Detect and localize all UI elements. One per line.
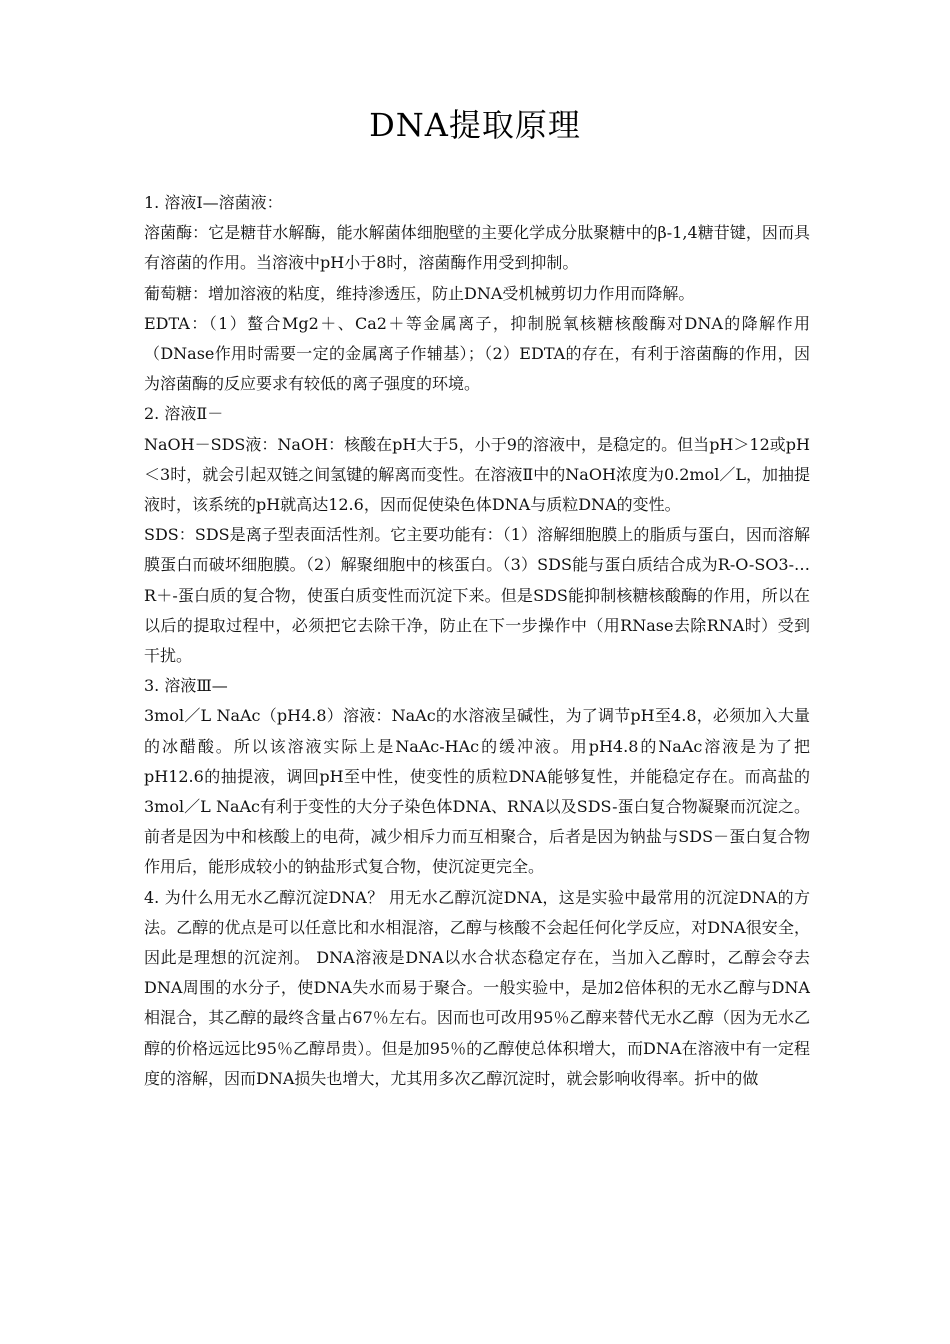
page-title: DNA提取原理 — [369, 106, 581, 144]
paragraph-lysozyme: 溶菌酶：它是糖苷水解酶，能水解菌体细胞壁的主要化学成分肽聚糖中的β-1,4糖苷键，因而具有溶菌的作用。当溶液中pH小于8时，溶菌酶作用受到抑制。 — [144, 223, 810, 273]
paragraph-sds: SDS：SDS是离子型表面活性剂。它主要功能有：（1）溶解细胞膜上的脂质与蛋白，因而溶解膜蛋白而破坏细胞膜。（2）解聚细胞中的核蛋白。（3）SDS能与蛋白质结合成为R-O-SO3-…R＋-蛋白质的复合物，使蛋白质变性而沉淀下来。但是SDS能抑制核糖核酸酶的作用，所以在以后的提取过程中，必须把它去除干净，防止在下一步操作中（用RNase去除RNA时）受到干扰。 — [144, 525, 810, 666]
paragraph-solution-3-heading: 3. 溶液Ⅲ— — [144, 676, 228, 696]
document-body — [144, 188, 810, 1094]
paragraph-solution-2-heading: 2. 溶液Ⅱ－ — [144, 404, 224, 424]
paragraph-solution-1-heading: 1. 溶液Ⅰ—溶菌液： — [144, 193, 283, 212]
paragraph-naoh-sds: NaOH－SDS液：NaOH：核酸在pH大于5，小于9的溶液中，是稳定的。但当pH＞12或pH＜3时，就会引起双链之间氢键的解离而变性。在溶液Ⅱ中的NaOH浓度为0.2mol／L，加抽提液时，该系统的pH就高达12.6，因而促使染色体DNA与质粒DNA的变性。 — [144, 434, 810, 515]
paragraph-ethanol: 4. 为什么用无水乙醇沉淀DNA？ 用无水乙醇沉淀DNA，这是实验中最常用的沉淀DNA的方法。乙醇的优点是可以任意比和水相混溶，乙醇与核酸不会起任何化学反应，对DNA很安全，因此是理想的沉淀剂。 DNA溶液是DNA以水合状态稳定存在，当加入乙醇时，乙醇会夺去DNA周围的水分子，使DNA失水而易于聚合。一般实验中，是加2倍体积的无水乙醇与DNA相混合，其乙醇的最终含量占67％左右。因而也可改用95％乙醇来替代无水乙醇（因为无水乙醇的价格远远比95％乙醇昂贵）。但是加95％的乙醇使总体积增大，而DNA在溶液中有一定程度的溶解，因而DNA损失也增大，尤其用多次乙醇沉淀时，就会影响收得率。折中的做 — [144, 887, 810, 1088]
paragraph-glucose: 葡萄糖：增加溶液的粘度，维持渗透压，防止DNA受机械剪切力作用而降解。 — [144, 283, 695, 303]
paragraph-naac: 3mol／L NaAc（pH4.8）溶液：NaAc的水溶液呈碱性，为了调节pH至4.8，必须加入大量的冰醋酸。所以该溶液实际上是NaAc-HAc的缓冲液。用pH4.8的NaAc溶液是为了把pH12.6的抽提液，调回pH至中性，使变性的质粒DNA能够复性，并能稳定存在。而高盐的3mol／L NaAc有利于变性的大分子染色体DNA、RNA以及SDS-蛋白复合物凝聚而沉淀之。前者是因为中和核酸上的电荷，减少相斥力而互相聚合，后者是因为钠盐与SDS－蛋白复合物作用后，能形成较小的钠盐形式复合物，使沉淀更完全。 — [144, 706, 810, 877]
paragraph-edta: EDTA：（1）螯合Mg2＋、Ca2＋等金属离子，抑制脱氧核糖核酸酶对DNA的降解作用（DNase作用时需要一定的金属离子作辅基）；（2）EDTA的存在，有利于溶菌酶的作用，因为溶菌酶的反应要求有较低的离子强度的环境。 — [144, 313, 810, 394]
